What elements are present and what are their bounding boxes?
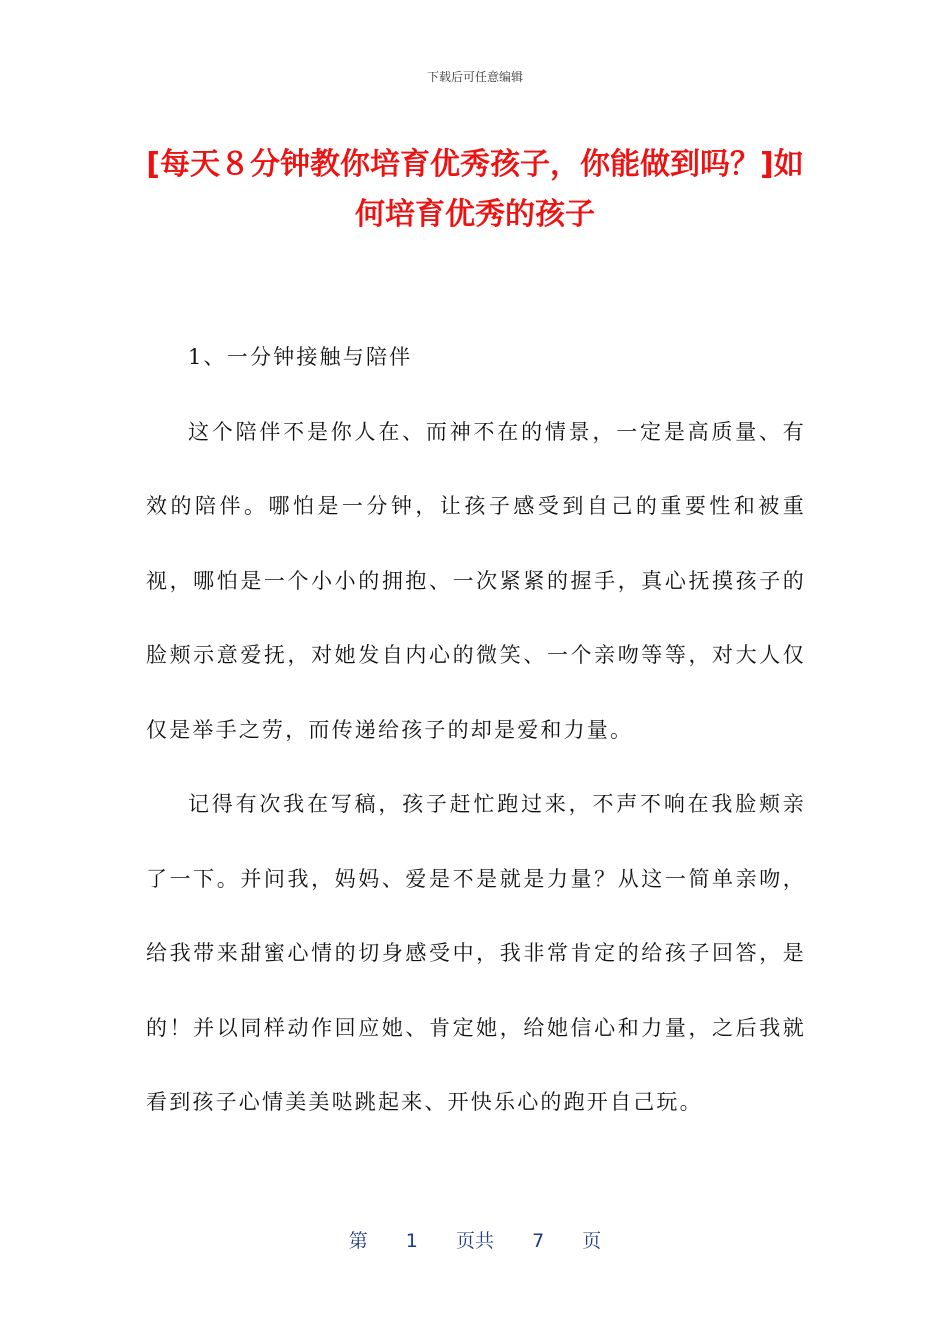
total-pages-number: 7 xyxy=(532,1230,545,1252)
current-page-number: 1 xyxy=(405,1230,418,1252)
page-middle: 页共 xyxy=(455,1230,494,1252)
paragraph: 这个陪伴不是你人在、而神不在的情景，一定是高质量、有效的陪伴。哪怕是一分钟，让孩子感受到自己的重要性和被重视，哪怕是一个小小的拥抱、一次紧紧的握手，真心抚摸孩子的脸颊示意爱抚，对她发自内心的微笑、一个亲吻等等，对大人仅仅是举手之劳，而传递给孩子的却是爱和力量。 xyxy=(146,419,806,742)
paragraph-heading: 1、一分钟接触与陪伴 xyxy=(188,345,413,369)
page-footer xyxy=(0,1226,950,1253)
page-prefix: 第 xyxy=(348,1230,368,1252)
paragraph: 记得有次我在写稿，孩子赶忙跑过来，不声不响在我脸颊亲了一下。并问我，妈妈、爱是不是就是力量？从这一简单亲吻，给我带来甜蜜心情的切身感受中，我非常肯定的给孩子回答，是的！并以同样动作回应她、肯定她，给她信心和力量，之后我就看到孩子心情美美哒跳起来、开快乐心的跑开自己玩。 xyxy=(146,792,806,1114)
page-suffix: 页 xyxy=(582,1230,602,1252)
header-note: 下载后可任意编辑 xyxy=(426,70,523,84)
document-body xyxy=(146,320,806,1140)
document-title: [每天８分钟教你培育优秀孩子，你能做到吗？]如何培育优秀的孩子 xyxy=(146,147,804,232)
